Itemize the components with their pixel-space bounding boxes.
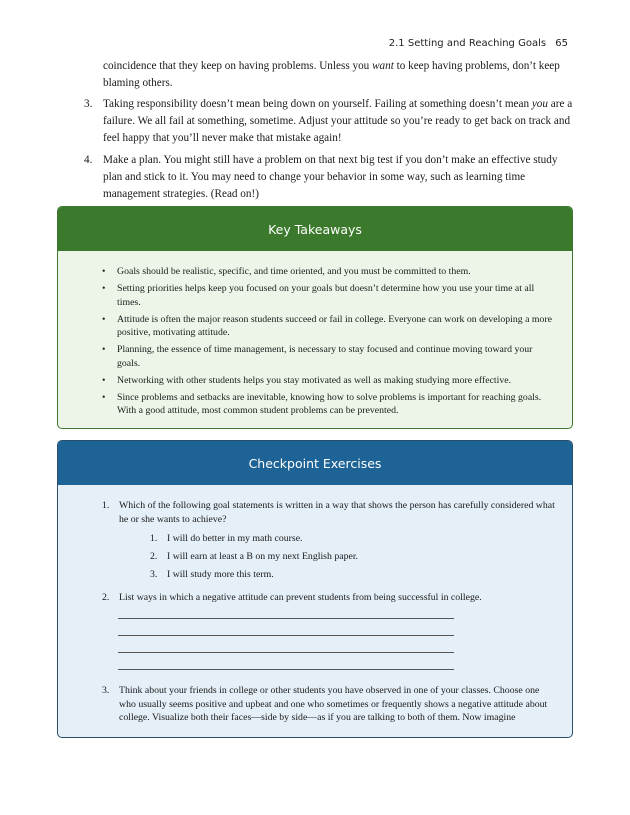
option-number: 2. [150, 551, 158, 562]
question-text: Which of the following goal statements is written in a way that shows the person has carefully considered what he or she wants to achieve? [119, 500, 555, 525]
takeaway-text: Since problems and setbacks are inevitable, knowing how to solve problems is important for reaching goals. With a good attitude, most common student problems can be prevented. [117, 391, 542, 416]
takeaway-item [102, 391, 557, 418]
takeaway-text: Networking with other students helps you stay motivated as well as making studying more effective. [117, 374, 512, 386]
bullet: • [102, 283, 106, 294]
question-number: 1. [102, 500, 110, 511]
bullet: • [102, 374, 106, 386]
intro-text-1: coincidence that they keep on having problems. Unless you [103, 60, 373, 72]
takeaway-item [102, 313, 557, 340]
bullet: • [102, 313, 106, 325]
list-item [84, 96, 574, 147]
list-text: Taking responsibility doesn’t mean being down on yourself. Failing at something doesn’t mean [103, 98, 532, 110]
answer-line[interactable] [118, 635, 454, 636]
bullet: • [102, 391, 106, 403]
option-item [150, 568, 274, 582]
list-number: 4. [84, 154, 93, 166]
section-title: 2.1 Setting and Reaching Goals [388, 38, 547, 49]
answer-line[interactable] [118, 669, 454, 670]
question-text: Think about your friends in college or other students you have observed in one of your classes. Choose one who usually seems positive and upbeat and one who sometimes or frequently shows a negative attitude about college. Visualize both their faces—side by side—as if you are talking to both of them. Now imagine [119, 685, 548, 723]
option-item [150, 550, 358, 564]
checkpoint-exercises-box [57, 440, 573, 738]
option-text: I will earn at least a B on my next English paper. [167, 551, 358, 562]
key-takeaways-title: Key Takeaways [58, 207, 572, 251]
takeaway-text: Attitude is often the major reason students succeed or fail in college. Everyone can work on developing a more positive, motivating attitude. [117, 313, 553, 338]
takeaway-item [102, 265, 557, 279]
option-item [150, 532, 303, 546]
checkpoint-title: Checkpoint Exercises [58, 441, 572, 485]
intro-emphasis: want [372, 60, 394, 72]
exercise-question-1 [102, 499, 557, 526]
option-number: 1. [150, 533, 158, 544]
bullet: • [102, 266, 106, 277]
takeaway-text: Setting priorities helps keep you focused on your goals but doesn’t determine how you use your time at all times. [117, 283, 535, 308]
key-takeaways-box [57, 206, 573, 429]
question-number: 3. [102, 685, 110, 696]
takeaway-text: Goals should be realistic, specific, and time oriented, and you must be committed to them. [117, 266, 471, 277]
bullet: • [102, 344, 106, 355]
option-text: I will study more this term. [167, 569, 274, 580]
list-text: Make a plan. You might still have a problem on that next big test if you don’t make an effective study plan and stick to it. You may need to change your behavior in some way, such as learning time management strategies. (Read on!) [103, 154, 558, 200]
takeaway-text: Planning, the essence of time management, is necessary to stay focused and continue moving toward your goals. [117, 344, 533, 369]
list-number: 3. [84, 98, 93, 110]
intro-paragraph [103, 58, 573, 92]
option-number: 3. [150, 569, 158, 580]
exercise-question-3 [102, 684, 557, 725]
answer-line[interactable] [118, 618, 454, 619]
list-text-cont: are a failure. We all fail at something, sometime. Adjust your attitude so you’re ready to get back on track and feel happy that you’ll never make that mistake again! [103, 98, 573, 144]
answer-line[interactable] [118, 652, 454, 653]
page-number: 65 [555, 38, 568, 49]
main-numbered-list [84, 96, 574, 208]
option-text: I will do better in my math course. [167, 533, 303, 544]
takeaway-item [102, 374, 557, 388]
takeaway-item [102, 343, 557, 370]
list-emphasis: you [531, 98, 548, 110]
takeaway-item [102, 282, 557, 309]
running-header [389, 38, 568, 49]
key-takeaways-list [102, 265, 557, 421]
list-item [84, 152, 574, 203]
exercise-question-2 [102, 591, 557, 605]
intro-text-2: to keep having problems, don’t keep blaming others. [103, 60, 560, 89]
question-text: List ways in which a negative attitude can prevent students from being successful in college. [119, 592, 482, 603]
question-number: 2. [102, 592, 110, 603]
